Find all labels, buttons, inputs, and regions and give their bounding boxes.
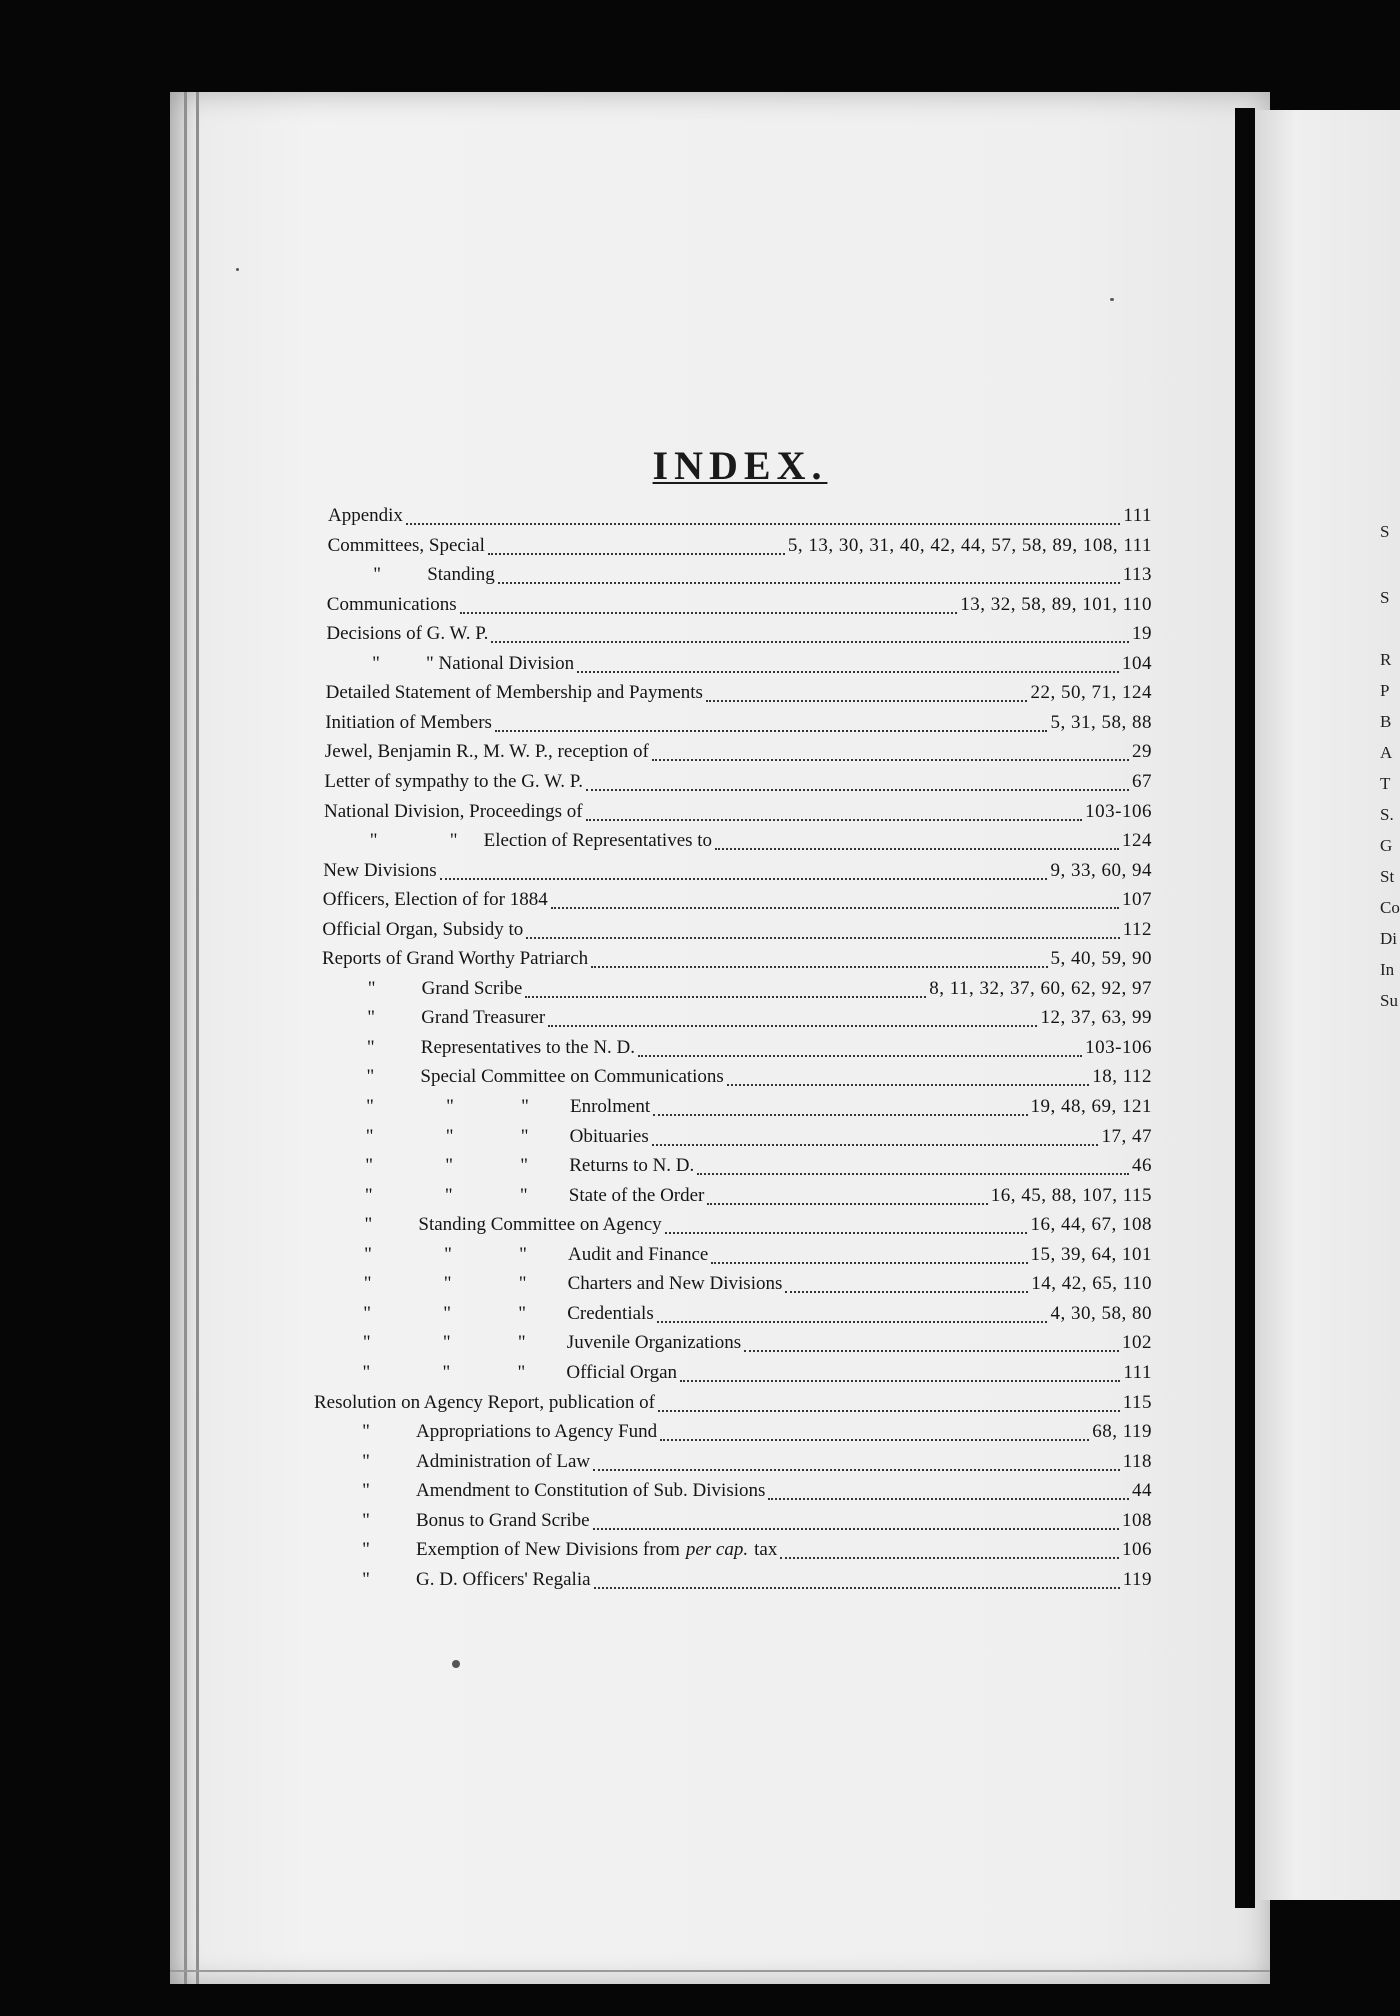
facing-page-letter: Su — [1380, 991, 1398, 1010]
dot-leader — [707, 1203, 987, 1205]
ditto-mark: " — [366, 1036, 375, 1058]
index-entry — [321, 1007, 1152, 1033]
index-entry — [325, 712, 1152, 738]
dot-leader — [491, 641, 1129, 643]
entry-pages: 18, 112 — [1092, 1066, 1152, 1088]
index-entry — [317, 1303, 1152, 1329]
entry-label: Letter of sympathy to the G. W. P. — [324, 770, 583, 792]
index-entry — [322, 978, 1152, 1004]
ditto-mark: " — [517, 1361, 526, 1383]
entry-label: National Division, Proceedings of — [324, 800, 583, 822]
entry-label: Committees, Special — [327, 534, 485, 556]
ditto-mark: " — [365, 1155, 374, 1177]
entry-pages: 102 — [1121, 1332, 1152, 1354]
ditto-mark: " — [444, 1243, 452, 1265]
entry-pages: 113 — [1122, 564, 1152, 586]
entry-label: Exemption of New Divisions from — [416, 1539, 680, 1561]
facing-page-letter: Co — [1380, 898, 1400, 917]
dot-leader — [495, 730, 1048, 732]
entry-pages: 107 — [1121, 889, 1152, 911]
dot-leader — [638, 1055, 1082, 1057]
ditto-mark: " — [518, 1273, 527, 1295]
ditto-mark: " — [446, 1096, 454, 1117]
dot-leader — [660, 1439, 1089, 1441]
ditto-mark: " — [521, 1096, 529, 1117]
entry-pages: 115 — [1122, 1391, 1152, 1413]
ditto-mark: " — [443, 1273, 452, 1295]
entry-label: Obituaries — [569, 1125, 649, 1147]
entry-label: Bonus to Grand Scribe — [416, 1509, 590, 1531]
dot-leader — [525, 996, 926, 998]
index-entry — [326, 653, 1152, 679]
ditto-mark: " — [363, 1302, 372, 1324]
dot-leader — [665, 1232, 1028, 1234]
index-entry — [327, 594, 1152, 620]
ditto-mark: " — [362, 1480, 370, 1502]
dot-leader — [697, 1173, 1129, 1175]
index-entry — [323, 860, 1152, 886]
entry-pages: 104 — [1122, 652, 1152, 674]
entry-label: Jewel, Benjamin R., M. W. P., reception of — [324, 741, 649, 763]
index-entry — [324, 771, 1152, 797]
ditto-mark: " — [449, 830, 458, 852]
entry-label: Resolution on Agency Report, publication of — [314, 1391, 655, 1413]
ditto-mark: " — [366, 1066, 375, 1088]
dot-leader — [586, 789, 1129, 791]
dot-leader — [706, 700, 1028, 702]
entry-label: Communications — [326, 593, 457, 615]
entry-pages: 13, 32, 58, 89, 101, 110 — [960, 593, 1152, 615]
dot-leader — [551, 907, 1119, 909]
entry-pages: 5, 31, 58, 88 — [1050, 711, 1152, 733]
entry-label: Initiation of Members — [325, 711, 492, 733]
ditto-mark: " — [364, 1243, 372, 1265]
dot-leader — [593, 1528, 1119, 1530]
ditto-mark: " — [520, 1125, 529, 1147]
entry-label: Representatives to the N. D. — [420, 1036, 636, 1058]
entry-pages: 15, 39, 64, 101 — [1030, 1243, 1152, 1265]
ditto-mark: " — [362, 1450, 370, 1472]
entry-pages: 103-106 — [1085, 1036, 1152, 1058]
index-entry — [317, 1332, 1152, 1358]
entry-label: Audit and Finance — [568, 1243, 709, 1265]
ditto-mark: " — [367, 1007, 376, 1029]
entry-label: New Divisions — [323, 859, 437, 881]
index-entry — [319, 1155, 1152, 1181]
index-entry — [326, 623, 1152, 649]
dot-leader — [658, 1410, 1120, 1412]
dot-leader — [711, 1262, 1027, 1264]
entry-pages: 68, 119 — [1092, 1421, 1152, 1443]
facing-page-letter: G — [1380, 836, 1393, 855]
entry-pages: 12, 37, 63, 99 — [1040, 1007, 1152, 1029]
ditto-mark: " — [362, 1332, 371, 1354]
ditto-mark: " — [369, 830, 378, 852]
entry-pages: 5, 40, 59, 90 — [1050, 948, 1152, 970]
paper-speck — [236, 268, 239, 271]
ditto-mark: " — [517, 1332, 526, 1354]
dot-leader — [744, 1350, 1119, 1352]
entry-label-suffix: tax — [754, 1539, 778, 1561]
dot-leader — [594, 1587, 1120, 1589]
ditto-mark: " — [363, 1273, 372, 1295]
entry-pages: 14, 42, 65, 110 — [1031, 1273, 1152, 1295]
entry-label: Appendix — [328, 505, 403, 526]
facing-page-letter: Di — [1380, 929, 1397, 948]
entry-label: G. D. Officers' Regalia — [416, 1568, 591, 1590]
entry-label: Standing Committee on Agency — [418, 1214, 662, 1236]
index-entry — [328, 535, 1152, 561]
dot-leader — [593, 1469, 1120, 1471]
ditto-mark: " — [519, 1243, 527, 1265]
ditto-mark: " — [365, 1125, 374, 1147]
entry-pages: 124 — [1121, 830, 1152, 852]
paper-speck — [1110, 298, 1114, 301]
index-entry — [316, 1421, 1152, 1447]
entry-pages: 19, 48, 69, 121 — [1030, 1096, 1152, 1117]
ditto-mark: " — [364, 1184, 373, 1206]
entry-pages: 106 — [1122, 1539, 1152, 1561]
paper-speck — [452, 1660, 460, 1668]
entry-pages: 44 — [1132, 1480, 1152, 1502]
dot-leader — [768, 1498, 1129, 1500]
dot-leader — [498, 582, 1120, 584]
dot-leader — [406, 523, 1120, 525]
facing-page-letter: S — [1380, 522, 1390, 541]
dot-leader — [727, 1084, 1089, 1086]
entry-label: Returns to N. D. — [569, 1155, 695, 1177]
index-entry — [320, 1096, 1152, 1122]
index-entry — [316, 1569, 1152, 1595]
index-entry — [324, 830, 1152, 856]
dot-leader — [653, 1114, 1027, 1116]
entry-label: Official Organ, Subsidy to — [322, 918, 524, 940]
index-entry — [321, 1037, 1152, 1063]
dot-leader — [526, 937, 1119, 939]
entry-label: Administration of Law — [416, 1450, 591, 1472]
entry-label: Election of Representatives to — [483, 830, 713, 852]
index-entry — [318, 1244, 1152, 1270]
facing-page-letter: T — [1380, 774, 1391, 793]
facing-page-letter: S. — [1380, 805, 1394, 824]
entry-label: Grand Scribe — [421, 977, 523, 999]
entry-pages: 111 — [1123, 1361, 1152, 1383]
entry-label: Enrolment — [570, 1096, 651, 1117]
entry-pages: 16, 45, 88, 107, 115 — [990, 1184, 1152, 1206]
entry-pages: 119 — [1122, 1568, 1152, 1590]
index-entry — [324, 801, 1152, 827]
entry-label: Official Organ — [566, 1361, 678, 1383]
entry-pages: 19 — [1131, 623, 1152, 645]
index-entry — [316, 1362, 1152, 1388]
entry-pages: 22, 50, 71, 124 — [1030, 682, 1152, 704]
dot-leader — [586, 819, 1083, 821]
entry-label: Juvenile Organizations — [566, 1332, 742, 1354]
ditto-mark: " — [445, 1155, 454, 1177]
ditto-mark: " — [518, 1302, 527, 1324]
dot-leader — [652, 759, 1129, 761]
ditto-mark: " — [366, 1096, 374, 1117]
entry-pages: 103-106 — [1085, 800, 1152, 822]
dot-leader — [440, 878, 1048, 880]
index-entry — [328, 505, 1152, 531]
facing-page-letter: A — [1380, 743, 1393, 762]
page-title: INDEX. — [652, 443, 828, 488]
entry-pages: 112 — [1122, 918, 1152, 940]
ditto-mark: " — [362, 1568, 370, 1590]
index-entry — [318, 1273, 1152, 1299]
entry-pages: 9, 33, 60, 94 — [1050, 859, 1152, 881]
index-entry — [323, 889, 1152, 915]
ditto-mark: " — [362, 1509, 370, 1531]
facing-page-letter: S — [1380, 588, 1390, 607]
ditto-mark: " — [442, 1361, 451, 1383]
entry-pages: 46 — [1131, 1155, 1152, 1177]
index-entry — [318, 1214, 1152, 1240]
facing-page-letter: In — [1380, 960, 1395, 979]
entry-label: Credentials — [567, 1302, 654, 1324]
facing-page-letter: St — [1380, 867, 1395, 886]
entry-pages: 111 — [1123, 505, 1152, 526]
entry-label: " National Division — [426, 652, 575, 674]
ditto-mark: " — [519, 1184, 528, 1206]
index-entry — [314, 1392, 1152, 1418]
dot-leader — [577, 671, 1119, 673]
dot-leader — [780, 1557, 1119, 1559]
dot-leader — [652, 1144, 1099, 1146]
entry-pages: 108 — [1122, 1509, 1152, 1531]
entry-pages: 8, 11, 32, 37, 60, 62, 92, 97 — [929, 977, 1152, 999]
ditto-mark: " — [362, 1539, 370, 1561]
entry-label: Appropriations to Agency Fund — [416, 1421, 658, 1443]
dot-leader — [591, 966, 1047, 968]
entry-pages: 67 — [1131, 770, 1152, 792]
facing-page-letter: B — [1380, 712, 1392, 731]
index-entry — [316, 1451, 1152, 1477]
dot-leader — [657, 1321, 1048, 1323]
index-entry — [322, 919, 1152, 945]
ditto-mark: " — [362, 1361, 371, 1383]
index-entry — [316, 1480, 1152, 1506]
dot-leader — [715, 848, 1119, 850]
index-entry — [327, 564, 1152, 590]
entry-label: State of the Order — [568, 1184, 705, 1206]
entry-pages: 4, 30, 58, 80 — [1050, 1302, 1152, 1324]
ditto-mark: " — [520, 1155, 529, 1177]
ditto-mark: " — [444, 1184, 453, 1206]
entry-label: Detailed Statement of Membership and Payments — [325, 682, 703, 704]
ditto-mark: " — [443, 1302, 452, 1324]
index-entry — [326, 682, 1152, 708]
index-entry — [322, 948, 1152, 974]
index-entry — [320, 1126, 1152, 1152]
index-entry — [319, 1185, 1152, 1211]
entry-label: Reports of Grand Worthy Patriarch — [322, 948, 589, 970]
entry-pages: 118 — [1122, 1450, 1152, 1472]
ditto-mark: " — [362, 1421, 370, 1443]
entry-label: Special Committee on Communications — [420, 1066, 724, 1088]
dot-leader — [548, 1025, 1037, 1027]
ditto-mark: " — [367, 977, 376, 999]
entry-pages: 29 — [1131, 741, 1152, 763]
dot-leader — [460, 612, 958, 614]
dot-leader — [680, 1380, 1120, 1382]
ditto-mark: " — [445, 1125, 454, 1147]
ditto-mark: " — [373, 564, 382, 586]
dot-leader — [785, 1291, 1028, 1293]
dot-leader — [488, 553, 785, 555]
entry-label: Decisions of G. W. P. — [326, 623, 489, 645]
entry-pages: 17, 47 — [1101, 1125, 1152, 1147]
index-entry — [325, 741, 1152, 767]
entry-label: Grand Treasurer — [421, 1007, 546, 1029]
entry-label: Amendment to Constitution of Sub. Divisions — [416, 1480, 766, 1502]
ditto-mark: " — [364, 1214, 373, 1236]
facing-page-letter: R — [1380, 650, 1392, 669]
facing-page-letter: P — [1380, 681, 1390, 700]
ditto-mark: " — [442, 1332, 451, 1354]
entry-label: Officers, Election of for 1884 — [322, 889, 548, 911]
index-entry — [320, 1066, 1152, 1092]
entry-label: Charters and New Divisions — [567, 1273, 783, 1295]
index-entry — [316, 1510, 1152, 1536]
ditto-mark: " — [372, 652, 380, 674]
entry-label-italic: per cap. — [685, 1539, 749, 1561]
entry-pages: 16, 44, 67, 108 — [1030, 1214, 1152, 1236]
entry-label: Standing — [427, 564, 495, 586]
index-entry — [316, 1539, 1152, 1565]
entry-pages: 5, 13, 30, 31, 40, 42, 44, 57, 58, 89, 108, 111 — [787, 534, 1152, 556]
